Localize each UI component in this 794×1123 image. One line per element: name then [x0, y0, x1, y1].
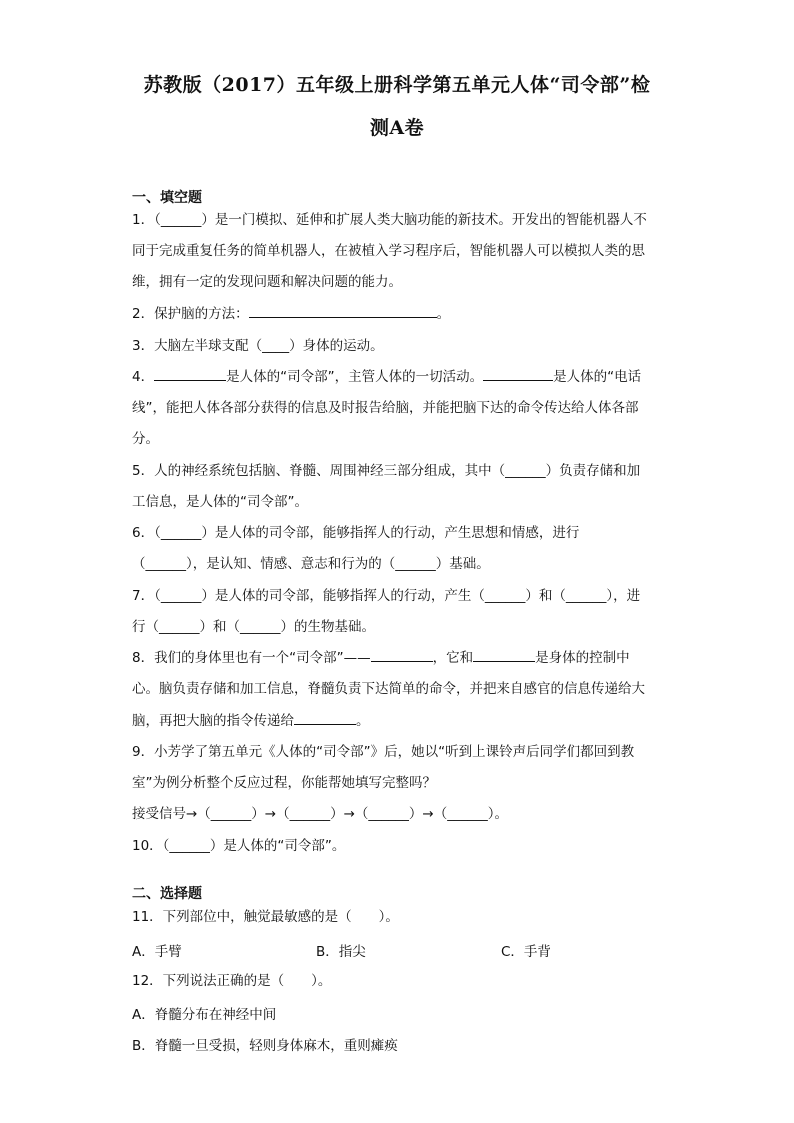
question-4-line3: 分。: [132, 431, 159, 447]
question-8-line1: [132, 648, 672, 668]
document-title-line1: 苏教版（2017）五年级上册科学第五单元人体“司令部”检: [143, 74, 651, 96]
question-8-text-a: 8．我们的身体里也有一个“司令部”——: [132, 650, 371, 666]
question-9-line3: 接受信号→（______）→（______）→（______）→（______）。: [132, 806, 508, 822]
section-heading-fill-in: 一、填空题: [132, 190, 202, 206]
question-9-line2: 室”为例分析整个反应过程，你能帮她填写完整吗？: [132, 775, 436, 791]
answer-blank[interactable]: [473, 648, 535, 662]
question-4-line1: [132, 367, 672, 387]
question-4-text-a: 是人体的“司令部”，主管人体的一切活动。: [226, 369, 484, 385]
question-8-line3: [132, 711, 672, 731]
section-heading-multiple-choice: 二、选择题: [132, 886, 202, 902]
question-5-line1: 5．人的神经系统包括脑、脊髓、周围神经三部分组成，其中（______）负责存储和加: [132, 463, 641, 479]
question-12-option-b[interactable]: B．脊髓一旦受损，轻则身体麻木，重则瘫痪: [132, 1038, 398, 1054]
question-2-end: 。: [436, 306, 451, 322]
question-6-line2: （______），是认知、情感、意志和行为的（______）基础。: [132, 556, 490, 572]
question-2-prompt: 2．保护脑的方法：: [132, 306, 249, 322]
answer-blank[interactable]: [249, 304, 437, 318]
question-8-end: 。: [356, 713, 370, 729]
answer-blank[interactable]: [294, 711, 356, 725]
question-1-line3: 维，拥有一定的发现问题和解决问题的能力。: [132, 274, 402, 290]
answer-blank[interactable]: [371, 648, 433, 662]
answer-blank[interactable]: [483, 367, 553, 381]
question-4-number: 4．: [132, 369, 155, 385]
question-5-line2: 工信息，是人体的“司令部”。: [132, 494, 308, 510]
question-1-line1: 1．（______）是一门模拟、延伸和扩展人类大脑功能的新技术。开发出的智能机器人不: [132, 212, 647, 228]
question-8-text-b: ，它和: [432, 650, 474, 666]
question-8-text-c: 是身体的控制中: [535, 650, 630, 666]
question-11-option-c[interactable]: C．手背: [501, 944, 551, 960]
question-7-line1: 7．（______）是人体的司令部，能够指挥人的行动，产生（______）和（______），进: [132, 588, 641, 604]
question-9-line1: 9．小芳学了第五单元《人体的“司令部”》后，她以“听到上课铃声后同学们都回到教: [132, 744, 635, 760]
question-11-option-a[interactable]: A．手臂: [132, 944, 182, 960]
question-8-text-d: 脑，再把大脑的指令传递给: [132, 713, 294, 729]
document-title-line2: 测A卷: [369, 117, 425, 139]
question-6-line1: 6．（______）是人体的司令部，能够指挥人的行动，产生思想和情感，进行: [132, 525, 580, 541]
question-12-option-a[interactable]: A．脊髓分布在神经中间: [132, 1007, 277, 1023]
question-11-option-b[interactable]: B．指尖: [316, 944, 366, 960]
question-12-stem: 12．下列说法正确的是（ ）。: [132, 973, 332, 989]
question-3: 3．大脑左半球支配（____）身体的运动。: [132, 338, 384, 354]
question-4-text-b: 是人体的“电话: [553, 369, 642, 385]
question-8-line2: 心。脑负责存储和加工信息，脊髓负责下达简单的命令，并把来自感官的信息传递给大: [132, 681, 645, 697]
question-7-line2: 行（______）和（______）的生物基础。: [132, 619, 375, 635]
question-2: [132, 304, 672, 324]
question-10: 10．（______）是人体的“司令部”。: [132, 838, 346, 854]
answer-blank[interactable]: [154, 367, 226, 381]
question-4-line2: 线”，能把人体各部分获得的信息及时报告给脑，并能把脑下达的命令传达给人体各部: [132, 400, 639, 416]
question-11-stem: 11．下列部位中，触觉最敏感的是（ ）。: [132, 909, 399, 925]
question-1-line2: 同于完成重复任务的简单机器人，在被植入学习程序后，智能机器人可以模拟人类的思: [132, 243, 645, 259]
